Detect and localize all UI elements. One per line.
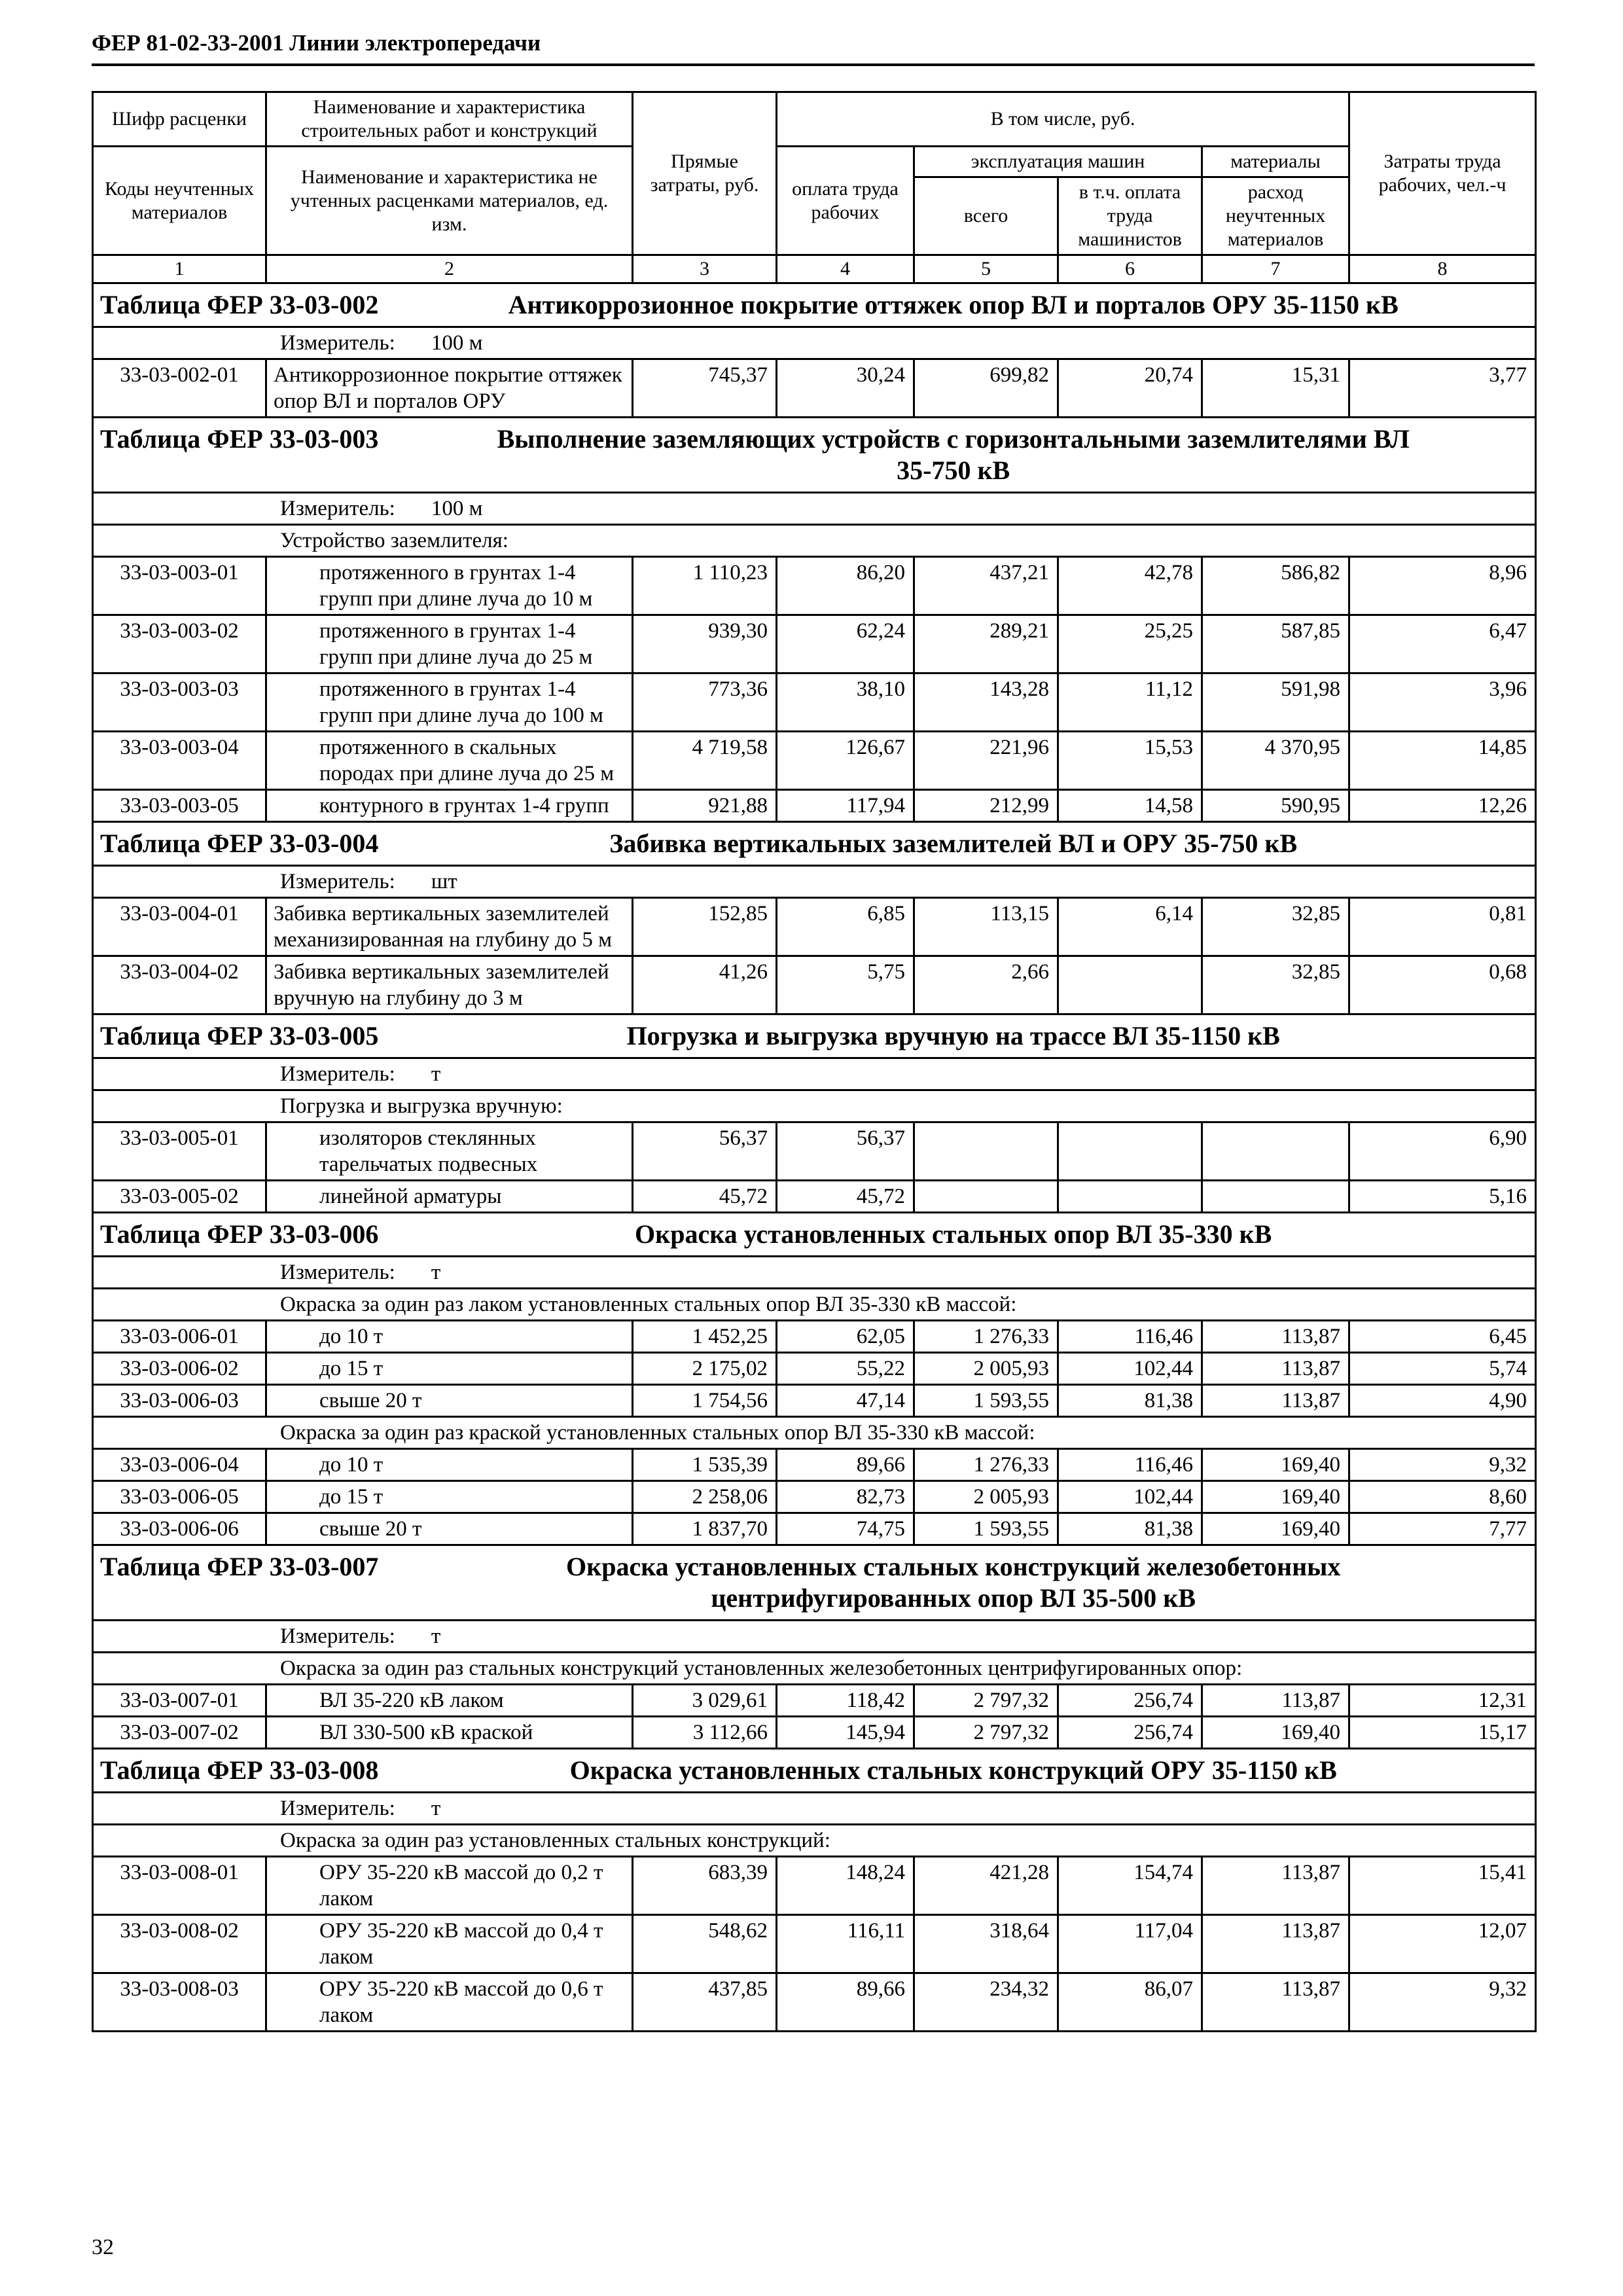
value-cell: 102,44: [1058, 1353, 1202, 1385]
value-cell: 4 719,58: [633, 732, 777, 790]
value-cell: 437,21: [914, 557, 1058, 615]
rate-name: Антикоррозионное покрытие оттяжек опор ВЛ и порталов ОРУ: [266, 359, 633, 418]
value-cell: 15,41: [1349, 1857, 1536, 1915]
value-cell: 6,47: [1349, 615, 1536, 673]
value-cell: 437,85: [633, 1973, 777, 2032]
value-cell: 118,42: [777, 1685, 914, 1717]
value-cell: 1 452,25: [633, 1321, 777, 1353]
table-row: [93, 1385, 1536, 1417]
value-cell: 169,40: [1202, 1481, 1349, 1513]
group-subheader-row: [93, 525, 1536, 557]
value-cell: 113,15: [914, 898, 1058, 956]
table-row: [93, 359, 1536, 418]
rate-name: свыше 20 т: [266, 1385, 633, 1417]
rate-code: 33-03-004-01: [93, 898, 266, 956]
value-cell: 38,10: [777, 673, 914, 732]
section-table-code: Таблица ФЕР 33-03-008: [100, 1755, 379, 1785]
section-title-row: [93, 822, 1536, 866]
value-cell: 113,87: [1202, 1685, 1349, 1717]
value-cell: 2 797,32: [914, 1717, 1058, 1749]
table-body: [93, 283, 1536, 2032]
rate-name: ОРУ 35-220 кВ массой до 0,2 т лаком: [266, 1857, 633, 1915]
table-row: [93, 1915, 1536, 1973]
header-machines-total: всего: [914, 177, 1058, 255]
header-workers-wages: оплата труда рабочих: [777, 147, 914, 255]
table-row: [93, 1321, 1536, 1353]
value-cell: 3 029,61: [633, 1685, 777, 1717]
meter-value: т: [431, 1261, 441, 1284]
rate-code: 33-03-004-02: [93, 956, 266, 1014]
value-cell: 89,66: [777, 1449, 914, 1481]
section-title-row: [93, 283, 1536, 327]
value-cell: 1 535,39: [633, 1449, 777, 1481]
value-cell: 1 110,23: [633, 557, 777, 615]
column-number: 7: [1202, 255, 1349, 283]
value-cell: 86,07: [1058, 1973, 1202, 2032]
table-row: [93, 557, 1536, 615]
group-subheader-row: [93, 1417, 1536, 1449]
value-cell: 745,37: [633, 359, 777, 418]
document-title: ФЕР 81-02-33-2001 Линии электропередачи: [92, 30, 541, 56]
value-cell: 113,87: [1202, 1353, 1349, 1385]
value-cell: 143,28: [914, 673, 1058, 732]
value-cell: 14,58: [1058, 790, 1202, 822]
group-subheader: Погрузка и выгрузка вручную:: [93, 1090, 1536, 1122]
value-cell: 9,32: [1349, 1449, 1536, 1481]
section-title-row: [93, 418, 1536, 493]
rate-name: до 15 т: [266, 1353, 633, 1385]
rate-code: 33-03-006-02: [93, 1353, 266, 1385]
section-title-row: [93, 1014, 1536, 1058]
table-row: [93, 1973, 1536, 2032]
rate-code: 33-03-007-02: [93, 1717, 266, 1749]
header-included-group: В том числе, руб.: [777, 92, 1349, 147]
table-row: [93, 1181, 1536, 1213]
column-number: 5: [914, 255, 1058, 283]
section-title-cell: [93, 283, 1536, 327]
table-row: [93, 1857, 1536, 1915]
value-cell: 586,82: [1202, 557, 1349, 615]
meter-cell: [93, 866, 1536, 898]
value-cell: 55,22: [777, 1353, 914, 1385]
section-title: Окраска установленных стальных конструкций железобетонных центрифугированных опор ВЛ 35-500 кВ: [566, 1552, 1341, 1613]
meter-cell: [93, 1058, 1536, 1090]
value-cell: 145,94: [777, 1717, 914, 1749]
meter-label: Измеритель:: [280, 1062, 395, 1086]
header-direct-costs: Прямые затраты, руб.: [633, 92, 777, 255]
value-cell: 148,24: [777, 1857, 914, 1915]
value-cell: 11,12: [1058, 673, 1202, 732]
section-title-cell: [93, 1545, 1536, 1621]
rate-code: 33-03-003-05: [93, 790, 266, 822]
value-cell: 1 837,70: [633, 1513, 777, 1545]
value-cell: [1202, 1122, 1349, 1181]
table-head: [93, 92, 1536, 283]
value-cell: 113,87: [1202, 1857, 1349, 1915]
column-number: 4: [777, 255, 914, 283]
meter-row: [93, 866, 1536, 898]
value-cell: 152,85: [633, 898, 777, 956]
section-title-cell: [93, 1014, 1536, 1058]
rate-name: контурного в грунтах 1-4 групп: [266, 790, 633, 822]
value-cell: 1 276,33: [914, 1321, 1058, 1353]
rate-name: до 10 т: [266, 1449, 633, 1481]
value-cell: 6,90: [1349, 1122, 1536, 1181]
section-table-code: Таблица ФЕР 33-03-004: [100, 829, 379, 858]
rate-code: 33-03-005-02: [93, 1181, 266, 1213]
value-cell: 41,26: [633, 956, 777, 1014]
table-row: [93, 1481, 1536, 1513]
value-cell: 3,77: [1349, 359, 1536, 418]
meter-row: [93, 1621, 1536, 1653]
meter-label: Измеритель:: [280, 870, 395, 893]
section-title-row: [93, 1545, 1536, 1621]
value-cell: 699,82: [914, 359, 1058, 418]
value-cell: 116,11: [777, 1915, 914, 1973]
rate-name: свыше 20 т: [266, 1513, 633, 1545]
rate-name: протяженного в скальных породах при длине луча до 25 м: [266, 732, 633, 790]
meter-value: 100 м: [431, 497, 483, 520]
header-rate-code: Шифр расценки: [93, 92, 266, 147]
value-cell: 169,40: [1202, 1717, 1349, 1749]
rate-name: ОРУ 35-220 кВ массой до 0,4 т лаком: [266, 1915, 633, 1973]
value-cell: 102,44: [1058, 1481, 1202, 1513]
section-table-code: Таблица ФЕР 33-03-006: [100, 1219, 379, 1249]
column-number: 1: [93, 255, 266, 283]
rate-name: ВЛ 330-500 кВ краской: [266, 1717, 633, 1749]
value-cell: 3,96: [1349, 673, 1536, 732]
value-cell: 117,94: [777, 790, 914, 822]
rate-code: 33-03-006-06: [93, 1513, 266, 1545]
section-title-cell: [93, 1749, 1536, 1793]
rate-name: протяженного в грунтах 1-4 групп при длине луча до 100 м: [266, 673, 633, 732]
section-title-cell: [93, 1213, 1536, 1257]
value-cell: 30,24: [777, 359, 914, 418]
header-unaccounted-codes: Коды неучтенных материалов: [93, 147, 266, 255]
header-row-2: [93, 147, 1536, 177]
header-machines-group: эксплуатация машин: [914, 147, 1202, 177]
table-row: [93, 956, 1536, 1014]
value-cell: 113,87: [1202, 1385, 1349, 1417]
table-row: [93, 1122, 1536, 1181]
value-cell: 2 005,93: [914, 1353, 1058, 1385]
value-cell: 82,73: [777, 1481, 914, 1513]
value-cell: 169,40: [1202, 1513, 1349, 1545]
section-table-code: Таблица ФЕР 33-03-007: [100, 1552, 379, 1581]
value-cell: 939,30: [633, 615, 777, 673]
value-cell: 116,46: [1058, 1321, 1202, 1353]
value-cell: 12,26: [1349, 790, 1536, 822]
column-number: 8: [1349, 255, 1536, 283]
header-machinists-wages: в т.ч. оплата труда машинистов: [1058, 177, 1202, 255]
value-cell: 6,85: [777, 898, 914, 956]
rate-code: 33-03-006-01: [93, 1321, 266, 1353]
value-cell: 773,36: [633, 673, 777, 732]
value-cell: 4 370,95: [1202, 732, 1349, 790]
table-row: [93, 673, 1536, 732]
meter-value: т: [431, 1062, 441, 1086]
value-cell: 45,72: [633, 1181, 777, 1213]
value-cell: 921,88: [633, 790, 777, 822]
section-title: Окраска установленных стальных опор ВЛ 35-330 кВ: [635, 1219, 1272, 1249]
table-row: [93, 1449, 1536, 1481]
section-table-code: Таблица ФЕР 33-03-005: [100, 1021, 379, 1050]
value-cell: 1 593,55: [914, 1513, 1058, 1545]
meter-value: шт: [431, 870, 457, 893]
section-title-cell: [93, 822, 1536, 866]
value-cell: 1 754,56: [633, 1385, 777, 1417]
column-number: 6: [1058, 255, 1202, 283]
section-table-code: Таблица ФЕР 33-03-002: [100, 290, 379, 319]
meter-row: [93, 493, 1536, 525]
rate-code: 33-03-003-02: [93, 615, 266, 673]
value-cell: 62,24: [777, 615, 914, 673]
value-cell: 548,62: [633, 1915, 777, 1973]
page-number: 32: [92, 2235, 114, 2259]
value-cell: 8,96: [1349, 557, 1536, 615]
rate-name: протяженного в грунтах 1-4 групп при длине луча до 25 м: [266, 615, 633, 673]
value-cell: 81,38: [1058, 1513, 1202, 1545]
value-cell: [914, 1181, 1058, 1213]
value-cell: 2 005,93: [914, 1481, 1058, 1513]
value-cell: 318,64: [914, 1915, 1058, 1973]
value-cell: 169,40: [1202, 1449, 1349, 1481]
meter-cell: [93, 1621, 1536, 1653]
value-cell: 212,99: [914, 790, 1058, 822]
header-row-1: [93, 92, 1536, 147]
section-title-cell: [93, 418, 1536, 493]
value-cell: 5,74: [1349, 1353, 1536, 1385]
value-cell: 5,75: [777, 956, 914, 1014]
value-cell: 1 276,33: [914, 1449, 1058, 1481]
value-cell: 7,77: [1349, 1513, 1536, 1545]
value-cell: 113,87: [1202, 1973, 1349, 2032]
meter-cell: [93, 1793, 1536, 1825]
rate-name: ОРУ 35-220 кВ массой до 0,6 т лаком: [266, 1973, 633, 2032]
rate-code: 33-03-006-03: [93, 1385, 266, 1417]
value-cell: 3 112,66: [633, 1717, 777, 1749]
rate-code: 33-03-007-01: [93, 1685, 266, 1717]
value-cell: 154,74: [1058, 1857, 1202, 1915]
rate-name: линейной арматуры: [266, 1181, 633, 1213]
value-cell: 56,37: [633, 1122, 777, 1181]
value-cell: 0,68: [1349, 956, 1536, 1014]
value-cell: 74,75: [777, 1513, 914, 1545]
value-cell: 62,05: [777, 1321, 914, 1353]
column-number: 3: [633, 255, 777, 283]
value-cell: [914, 1122, 1058, 1181]
page-header: [92, 29, 1535, 66]
table-row: [93, 1513, 1536, 1545]
value-cell: [1058, 1122, 1202, 1181]
rate-code: 33-03-008-02: [93, 1915, 266, 1973]
section-title-row: [93, 1749, 1536, 1793]
rate-code: 33-03-006-05: [93, 1481, 266, 1513]
header-materials-name: Наименование и характеристика не учтенных расценками материалов, ед. изм.: [266, 147, 633, 255]
column-number: 2: [266, 255, 633, 283]
value-cell: 42,78: [1058, 557, 1202, 615]
value-cell: 15,53: [1058, 732, 1202, 790]
value-cell: 256,74: [1058, 1717, 1202, 1749]
column-numbers-row: [93, 255, 1536, 283]
value-cell: 591,98: [1202, 673, 1349, 732]
rate-code: 33-03-003-01: [93, 557, 266, 615]
section-table-code: Таблица ФЕР 33-03-003: [100, 424, 379, 454]
value-cell: 289,21: [914, 615, 1058, 673]
rate-code: 33-03-008-01: [93, 1857, 266, 1915]
value-cell: 12,07: [1349, 1915, 1536, 1973]
meter-cell: [93, 327, 1536, 359]
section-title: Выполнение заземляющих устройств с горизонтальными заземлителями ВЛ 35-750 кВ: [497, 424, 1410, 485]
value-cell: 20,74: [1058, 359, 1202, 418]
section-title: Забивка вертикальных заземлителей ВЛ и ОРУ 35-750 кВ: [609, 829, 1298, 858]
header-materials-consumption: расход неучтенных материалов: [1202, 177, 1349, 255]
value-cell: 15,31: [1202, 359, 1349, 418]
group-subheader-row: [93, 1825, 1536, 1857]
value-cell: 116,46: [1058, 1449, 1202, 1481]
table-row: [93, 1717, 1536, 1749]
value-cell: 2 175,02: [633, 1353, 777, 1385]
meter-cell: [93, 493, 1536, 525]
value-cell: 587,85: [1202, 615, 1349, 673]
rate-code: 33-03-006-04: [93, 1449, 266, 1481]
value-cell: 6,14: [1058, 898, 1202, 956]
value-cell: 256,74: [1058, 1685, 1202, 1717]
group-subheader-row: [93, 1090, 1536, 1122]
rate-name: ВЛ 35-220 кВ лаком: [266, 1685, 633, 1717]
meter-value: т: [431, 1624, 441, 1648]
value-cell: 56,37: [777, 1122, 914, 1181]
rate-code: 33-03-003-04: [93, 732, 266, 790]
group-subheader: Окраска за один раз лаком установленных стальных опор ВЛ 35-330 кВ массой:: [93, 1289, 1536, 1321]
meter-label: Измеритель:: [280, 331, 395, 355]
header-works-name: Наименование и характеристика строительных работ и конструкций: [266, 92, 633, 147]
value-cell: 421,28: [914, 1857, 1058, 1915]
table-row: [93, 732, 1536, 790]
meter-row: [93, 1793, 1536, 1825]
rates-table: [92, 91, 1537, 2032]
table-row: [93, 898, 1536, 956]
value-cell: 590,95: [1202, 790, 1349, 822]
group-subheader: Окраска за один раз установленных стальных конструкций:: [93, 1825, 1536, 1857]
value-cell: [1058, 1181, 1202, 1213]
value-cell: 113,87: [1202, 1915, 1349, 1973]
table-row: [93, 1685, 1536, 1717]
section-title: Погрузка и выгрузка вручную на трассе ВЛ 35-1150 кВ: [626, 1021, 1280, 1050]
value-cell: 234,32: [914, 1973, 1058, 2032]
meter-cell: [93, 1257, 1536, 1289]
rate-name: до 15 т: [266, 1481, 633, 1513]
rate-name: протяженного в грунтах 1-4 групп при длине луча до 10 м: [266, 557, 633, 615]
value-cell: 89,66: [777, 1973, 914, 2032]
value-cell: 32,85: [1202, 898, 1349, 956]
rate-name: изоляторов стеклянных тарельчатых подвесных: [266, 1122, 633, 1181]
rate-code: 33-03-005-01: [93, 1122, 266, 1181]
value-cell: 2,66: [914, 956, 1058, 1014]
meter-label: Измеритель:: [280, 497, 395, 520]
value-cell: 12,31: [1349, 1685, 1536, 1717]
table-row: [93, 790, 1536, 822]
rate-name: до 10 т: [266, 1321, 633, 1353]
group-subheader-row: [93, 1653, 1536, 1685]
meter-value: 100 м: [431, 331, 483, 355]
meter-row: [93, 1058, 1536, 1090]
meter-label: Измеритель:: [280, 1624, 395, 1648]
value-cell: [1058, 956, 1202, 1014]
section-title: Антикоррозионное покрытие оттяжек опор ВЛ и порталов ОРУ 35-1150 кВ: [508, 290, 1399, 319]
value-cell: 8,60: [1349, 1481, 1536, 1513]
value-cell: 221,96: [914, 732, 1058, 790]
value-cell: 45,72: [777, 1181, 914, 1213]
meter-label: Измеритель:: [280, 1261, 395, 1284]
rate-name: Забивка вертикальных заземлителей механизированная на глубину до 5 м: [266, 898, 633, 956]
meter-row: [93, 327, 1536, 359]
value-cell: 6,45: [1349, 1321, 1536, 1353]
value-cell: 86,20: [777, 557, 914, 615]
value-cell: 1 593,55: [914, 1385, 1058, 1417]
value-cell: 0,81: [1349, 898, 1536, 956]
value-cell: 32,85: [1202, 956, 1349, 1014]
meter-row: [93, 1257, 1536, 1289]
rate-name: Забивка вертикальных заземлителей вручную на глубину до 3 м: [266, 956, 633, 1014]
value-cell: 2 797,32: [914, 1685, 1058, 1717]
meter-value: т: [431, 1797, 441, 1820]
value-cell: 683,39: [633, 1857, 777, 1915]
value-cell: 14,85: [1349, 732, 1536, 790]
value-cell: 113,87: [1202, 1321, 1349, 1353]
section-title: Окраска установленных стальных конструкций ОРУ 35-1150 кВ: [569, 1755, 1337, 1785]
value-cell: 4,90: [1349, 1385, 1536, 1417]
value-cell: 126,67: [777, 732, 914, 790]
value-cell: 9,32: [1349, 1973, 1536, 2032]
value-cell: 25,25: [1058, 615, 1202, 673]
group-subheader: Устройство заземлителя:: [93, 525, 1536, 557]
value-cell: 81,38: [1058, 1385, 1202, 1417]
value-cell: [1202, 1181, 1349, 1213]
header-labor-costs: Затраты труда рабочих, чел.-ч: [1349, 92, 1536, 255]
section-title-row: [93, 1213, 1536, 1257]
rate-code: 33-03-008-03: [93, 1973, 266, 2032]
group-subheader: Окраска за один раз стальных конструкций установленных железобетонных центрифугированных опор:: [93, 1653, 1536, 1685]
value-cell: 47,14: [777, 1385, 914, 1417]
table-row: [93, 615, 1536, 673]
group-subheader-row: [93, 1289, 1536, 1321]
value-cell: 117,04: [1058, 1915, 1202, 1973]
header-materials-group: материалы: [1202, 147, 1349, 177]
value-cell: 15,17: [1349, 1717, 1536, 1749]
value-cell: 2 258,06: [633, 1481, 777, 1513]
value-cell: 5,16: [1349, 1181, 1536, 1213]
table-row: [93, 1353, 1536, 1385]
rate-code: 33-03-002-01: [93, 359, 266, 418]
group-subheader: Окраска за один раз краской установленных стальных опор ВЛ 35-330 кВ массой:: [93, 1417, 1536, 1449]
meter-label: Измеритель:: [280, 1797, 395, 1820]
rate-code: 33-03-003-03: [93, 673, 266, 732]
